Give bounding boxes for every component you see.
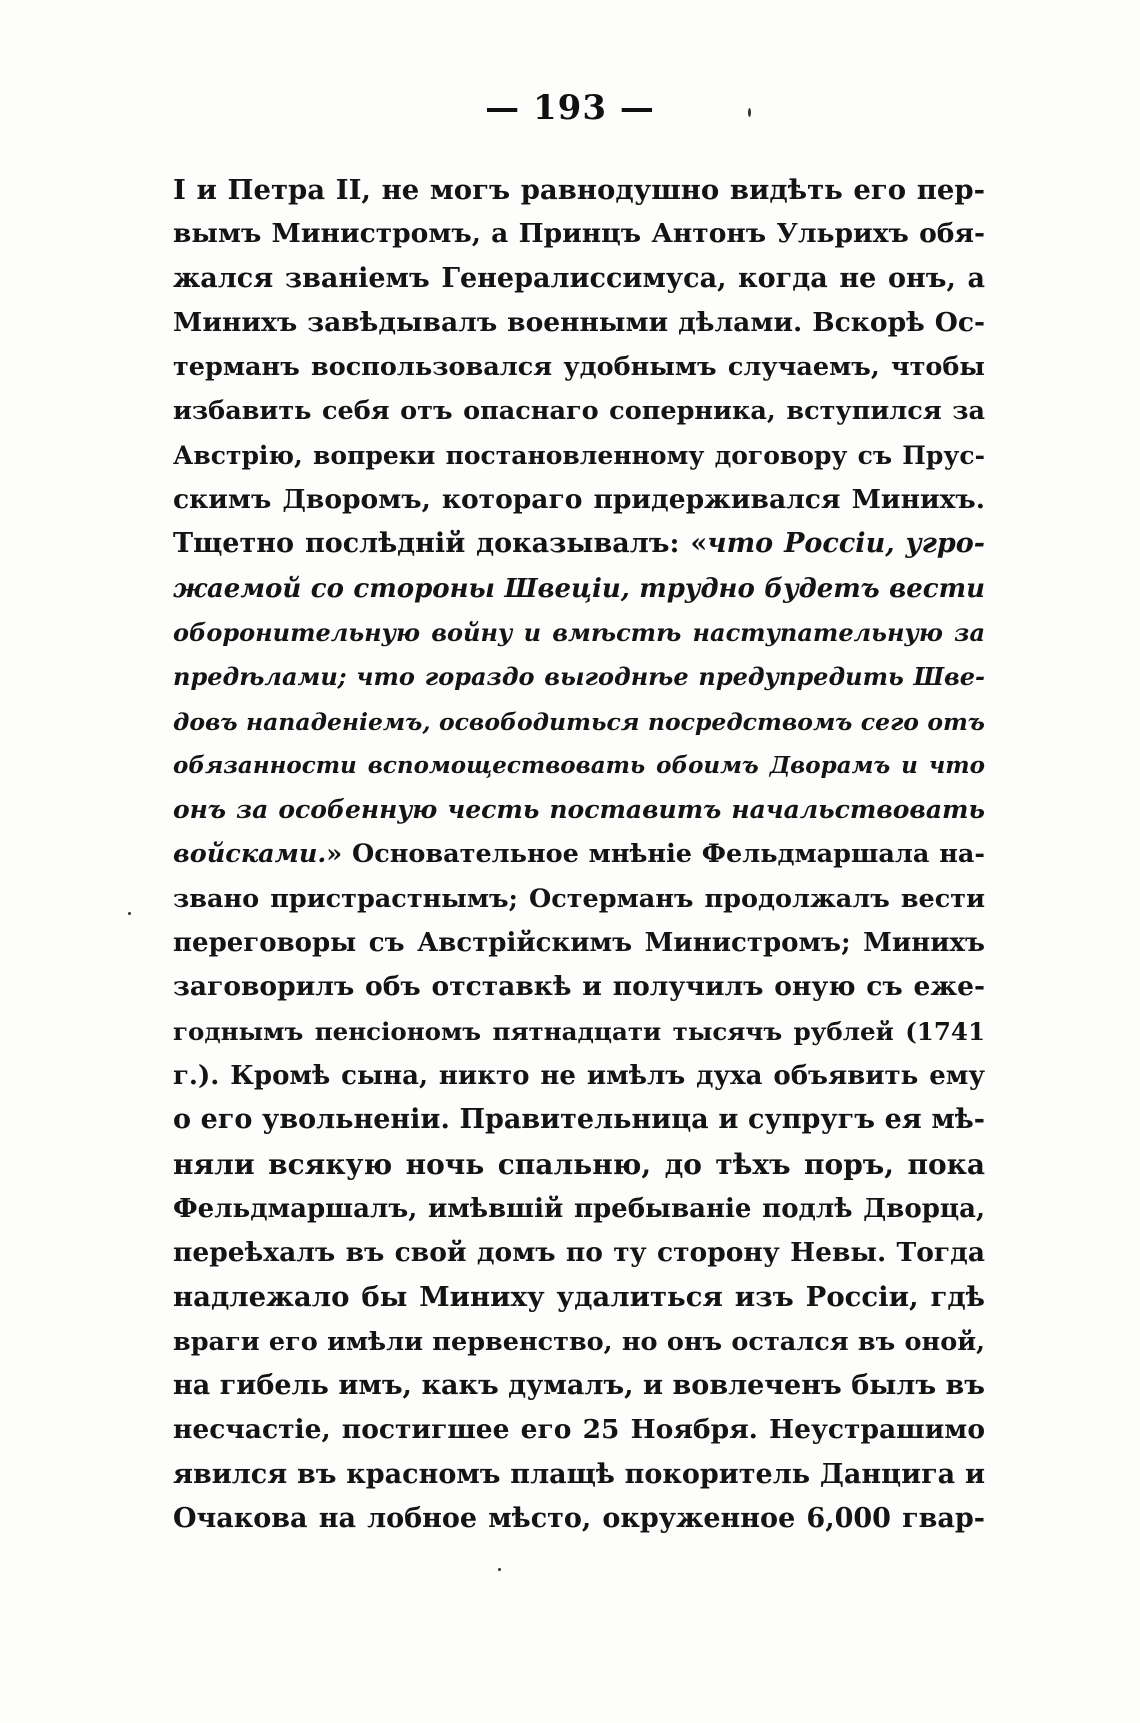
italic-quote-text: что Россіи, угро- [707,528,985,560]
text-run: терманъ воспользовался удобнымъ случаемъ, чтобы [173,352,985,383]
text-line [173,1320,985,1364]
text-line [173,1098,985,1142]
text-line [173,1453,985,1497]
text-line [173,700,985,744]
italic-quote-text: жаемой со стороны Швеціи, трудно будетъ вести [173,573,985,604]
text-line [173,1054,985,1098]
text-line [173,788,985,832]
text-line [173,1143,985,1187]
text-line [173,655,985,699]
text-run: няли всякую ночь спальню, до тѣхъ поръ, пока [173,1147,985,1181]
text-line [173,168,985,212]
text-run: Минихъ завѣдывалъ военными дѣлами. Вскорѣ Ос- [173,306,985,338]
italic-quote-text: оборонительную войну и вмѣстѣ наступательную за [173,617,985,647]
text-line [173,1364,985,1408]
text-line [173,1275,985,1319]
text-run: Очакова на лобное мѣсто, окруженное 6,000 гвар- [173,1502,985,1534]
text-run: I и Петра II, не могъ равнодушно видѣть его пер- [173,174,985,206]
text-run: г.). Кромѣ сына, никто не имѣлъ духа объявить ему [173,1060,985,1091]
text-run: звано пристрастнымъ; Остерманъ продолжалъ вести [173,883,985,914]
text-line [173,1497,985,1541]
text-run: надлежало бы Миниху удалиться изъ Россіи, гдѣ [173,1281,985,1314]
text-line [173,212,985,256]
text-run: годнымъ пенсіономъ пятнадцати тысячъ рублей (1741 [173,1016,985,1046]
text-line [173,301,985,345]
text-run: переѣхалъ въ свой домъ по ту сторону Невы. Тогда [173,1237,985,1269]
text-run: Австрію, вопреки постановленному договору съ Прус- [173,440,985,470]
text-line [173,478,985,522]
print-speck [498,1568,501,1571]
page-number: — 193 — [485,88,655,128]
text-line [173,434,985,478]
text-run: избавить себя отъ опаснаго соперника, вступился за [173,396,985,427]
text-run: явился въ красномъ плащѣ покоритель Данцига и [173,1458,985,1490]
text-line [173,877,985,921]
italic-quote-text: довъ нападеніемъ, освободиться посредствомъ сего отъ [173,707,985,736]
text-run: на гибель имъ, какъ думалъ, и вовлеченъ былъ въ [173,1370,985,1402]
text-run: скимъ Дворомъ, котораго придерживался Минихъ. [173,484,985,516]
text-line [173,345,985,389]
text-line [173,921,985,965]
italic-quote-text: войсками. [173,839,327,870]
text-line [173,1010,985,1054]
italic-quote-text: предѣлами; что гораздо выгоднѣе предупредить Шве- [173,662,985,692]
text-run: жался званіемъ Генералиссимуса, когда не онъ, а [173,262,985,294]
body-text [173,168,985,1541]
text-line [173,257,985,301]
text-run: переговоры съ Австрійскимъ Министромъ; Минихъ [173,928,985,959]
text-line [173,1187,985,1231]
text-run: Фельдмаршалъ, имѣвшій пребываніе подлѣ Дворца, [173,1193,985,1224]
text-line [173,567,985,611]
text-run: несчастіе, постигшее его 25 Ноября. Неустрашимо [173,1414,985,1446]
text-line [173,965,985,1009]
text-line [173,1408,985,1452]
text-run: враги его имѣли первенство, но онъ остался въ оной, [173,1326,985,1357]
text-run: » Основательное мнѣніе Фельдмаршала на- [326,839,985,870]
text-line [173,611,985,655]
italic-quote-text: онъ за особенную честь поставитъ начальствовать [173,795,985,825]
print-speck [748,108,751,117]
text-line [173,1231,985,1275]
text-run: о его увольненіи. Правительница и супругъ ея мѣ- [173,1104,985,1136]
print-speck [128,912,131,915]
text-line [173,522,985,566]
text-line [173,832,985,876]
text-run: заговорилъ объ отставкѣ и получилъ оную съ еже- [173,971,985,1003]
italic-quote-text: обязанности вспомоществовать обоимъ Дворамъ и что [173,751,985,779]
text-line [173,744,985,788]
text-line [173,389,985,433]
text-run: вымъ Министромъ, а Принцъ Антонъ Ульрихъ обя- [173,218,985,250]
text-run: Тщетно послѣдній доказывалъ: « [173,528,708,560]
